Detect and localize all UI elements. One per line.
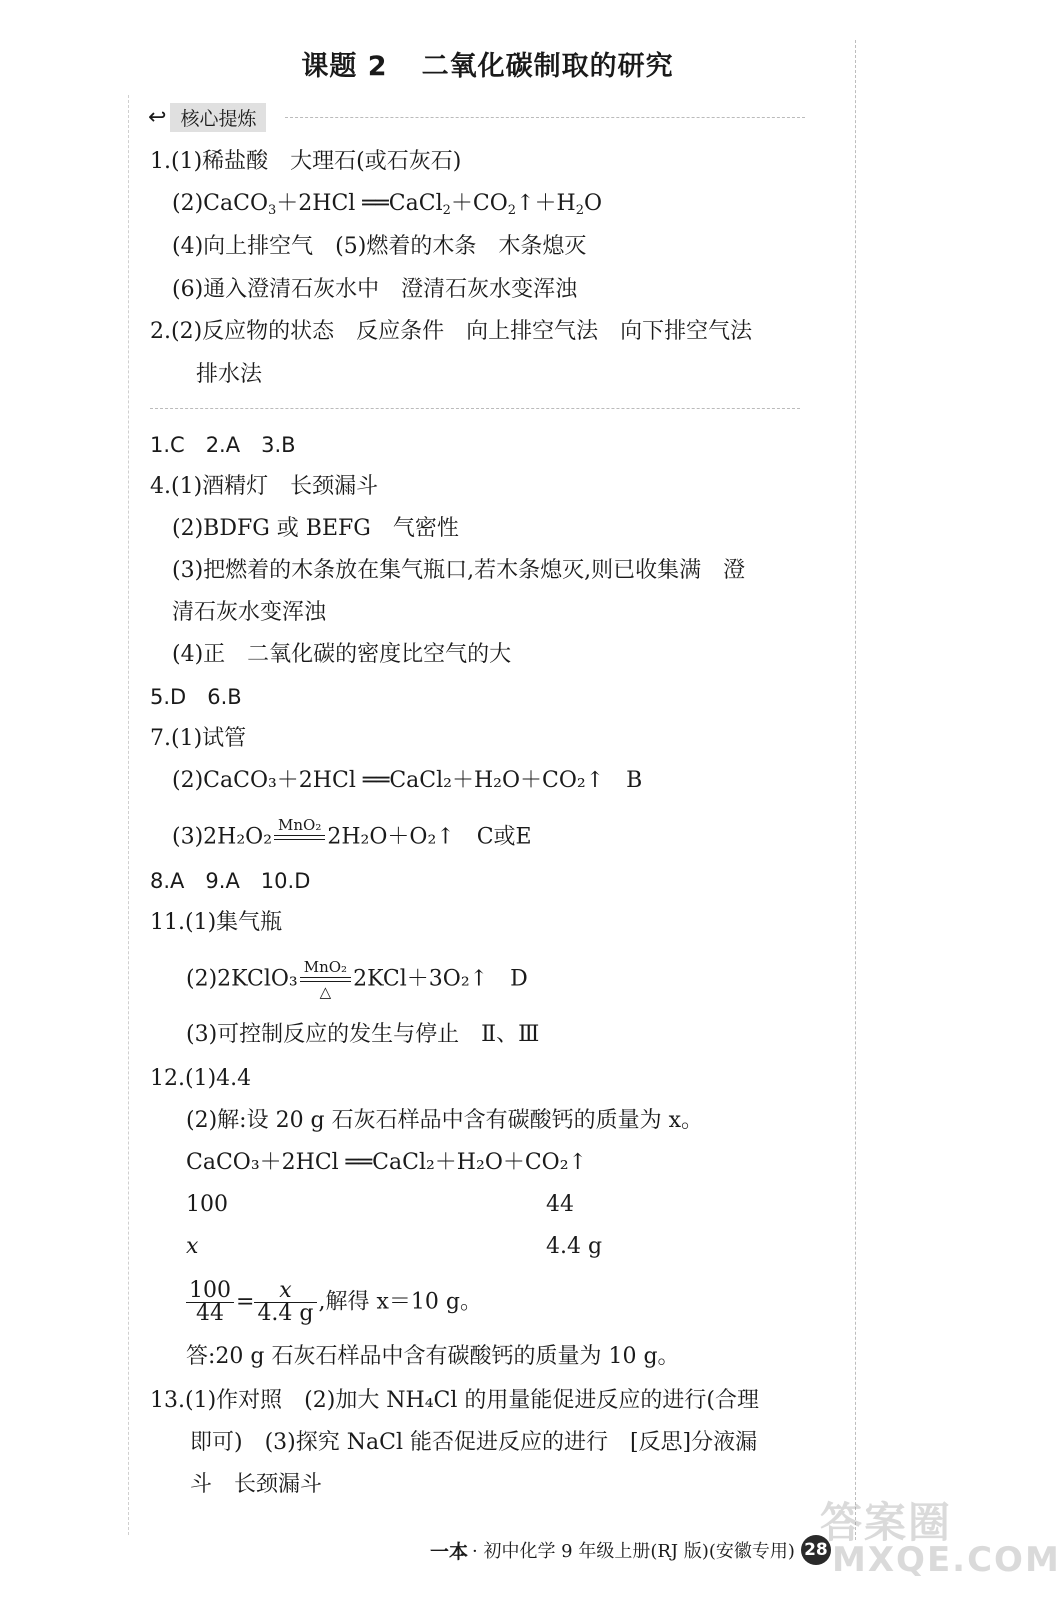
answers-divider: [150, 408, 800, 409]
answer-11-3: (3)可控制反应的发生与停止 Ⅱ、Ⅲ: [186, 1022, 540, 1047]
reaction-condition: MnO₂ △: [300, 958, 351, 1001]
answer-4-3-cont: 清石灰水变浑浊: [172, 600, 327, 625]
answer-5-6: 5.D 6.B: [150, 685, 242, 709]
answer-13-1: 13.(1)作对照 (2)加大 NH₄Cl 的用量能促进反应的进行(合理: [150, 1388, 760, 1413]
core-line-5: 2.(2)反应物的状态 反应条件 向上排空气法 向下排空气法: [150, 319, 753, 344]
book-title: · 初中化学 9 年级上册(RJ 版)(安徽专用): [472, 1541, 795, 1562]
molar-mass-co2: 44: [546, 1192, 574, 1217]
answer-4-1: 4.(1)酒精灯 长颈漏斗: [150, 474, 379, 499]
answer-4-3: (3)把燃着的木条放在集气瓶口,若木条熄灭,则已收集满 澄: [172, 558, 746, 583]
margin-rule-left: [128, 95, 129, 1535]
lesson-number: 课题 2: [301, 51, 388, 82]
core-line-6: 排水法: [196, 362, 263, 387]
answer-7-3: (3)2H₂O₂ MnO₂ 2H₂O＋O₂↑ C或E: [172, 816, 532, 859]
answer-11-2: (2)2KClO₃ MnO₂ △ 2KCl＋3O₂↑ D: [186, 958, 528, 1001]
answer-13-3: 斗 长颈漏斗: [190, 1472, 323, 1497]
answer-8-10: 8.A 9.A 10.D: [150, 869, 311, 893]
fraction-left: $\frac{100}{44}$: [186, 1280, 234, 1325]
brand-name: 一本: [430, 1540, 469, 1563]
watermark-logo: 答案圈: [820, 1498, 953, 1547]
page-title: [0, 44, 975, 83]
answer-12-proportion: $\frac{100}{44}$ = $\frac{x}{4.4 g}$ ,解得 x＝10 g。: [186, 1280, 482, 1325]
lesson-topic: 二氧化碳制取的研究: [421, 51, 674, 82]
molar-mass-caco3: 100: [186, 1192, 228, 1217]
section-tag-label: 核心提炼: [170, 103, 266, 132]
answer-12-conclusion: 答:20 g 石灰石样品中含有碳酸钙的质量为 10 g。: [186, 1344, 680, 1369]
reaction-condition: MnO₂: [274, 816, 325, 859]
answer-12-equation: CaCO₃＋2HCl ══CaCl₂＋H₂O＋CO₂↑: [186, 1150, 587, 1175]
return-arrow-icon: ↩: [148, 104, 167, 130]
watermark-url: MXQE.COM: [832, 1540, 1061, 1580]
page-footer: [430, 1535, 831, 1565]
page-number: 28: [801, 1535, 831, 1565]
core-line-3: (4)向上排空气 (5)燃着的木条 木条熄灭: [172, 234, 587, 259]
answer-13-2: 即可) (3)探究 NaCl 能否促进反应的进行 [反思]分液漏: [190, 1430, 758, 1455]
section-divider: [285, 117, 805, 118]
answer-11-1: 11.(1)集气瓶: [150, 910, 283, 935]
margin-rule-right: [855, 40, 856, 1540]
answer-1-3: 1.C 2.A 3.B: [150, 433, 296, 457]
section-tag: [148, 104, 266, 130]
answer-4-2: (2)BDFG 或 BEFG 气密性: [172, 516, 459, 541]
answer-12-1: 12.(1)4.4: [150, 1066, 252, 1091]
core-line-4: (6)通入澄清石灰水中 澄清石灰水变浑浊: [172, 277, 578, 302]
answer-7-2: (2)CaCO₃＋2HCl ══CaCl₂＋H₂O＋CO₂↑ B: [172, 768, 643, 793]
core-line-2: (2)CaCO$_3$＋2HCl $══CaCl_2+CO_2↑+H_2O$: [172, 191, 603, 218]
core-line-1: 1.(1)稀盐酸 大理石(或石灰石): [150, 149, 462, 174]
unknown-x: x: [186, 1234, 199, 1259]
answer-12-2: (2)解:设 20 g 石灰石样品中含有碳酸钙的质量为 x。: [186, 1108, 704, 1133]
answer-7-1: 7.(1)试管: [150, 726, 247, 751]
answer-4-4: (4)正 二氧化碳的密度比空气的大: [172, 642, 512, 667]
known-mass: 4.4 g: [546, 1234, 603, 1259]
fraction-right: $\frac{x}{4.4 g}$: [254, 1280, 316, 1325]
